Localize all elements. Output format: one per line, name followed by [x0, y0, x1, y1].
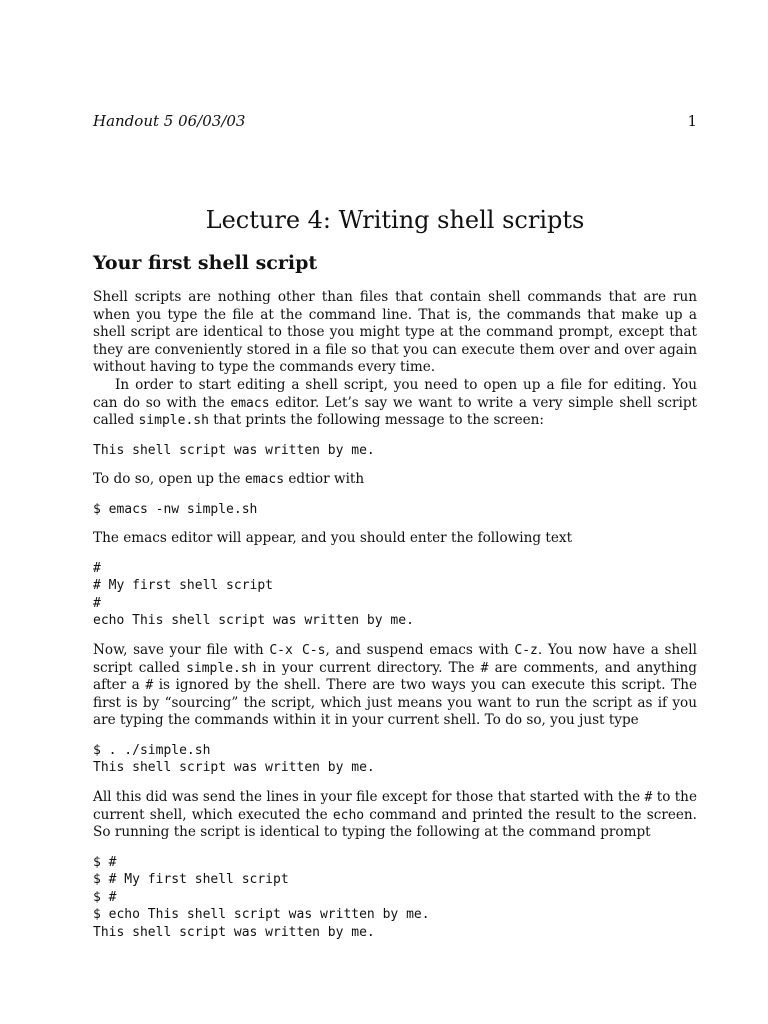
section-title: Your first shell script — [93, 252, 318, 274]
inline-code-filename: simple.sh — [186, 660, 257, 676]
paragraph-save-and-run: Now, save your file with C-x C-s, and suspend emacs with C-z. You now have a shell script called simple.sh in your current directory. The # are comments, and anything after a # is ignored by the shell. There are two ways you can execute this script. The first is by “sourcing” the script, which just means you want to run the script as if you are typing the commands within it in your current shell. To do so, you just type — [93, 641, 697, 729]
inline-code-emacs: emacs — [244, 472, 285, 488]
document-body — [93, 289, 697, 953]
inline-code-emacs: emacs — [230, 395, 270, 411]
page-number: 1 — [687, 112, 697, 130]
paragraph-explanation: All this did was send the lines in your file except for those that started with the # to the current shell, which executed the echo command and printed the result to the screen. So running the script is identical to typing the following at the command prompt — [93, 788, 697, 841]
paragraph-intro: Shell scripts are nothing other than files that contain shell commands that are run when you type the file at the command line. That is, the commands that make up a shell script are identical to those you might type at the command prompt, except that they are conveniently stored in a file so that you can execute them over and over again without having to type the commands every time. — [93, 289, 697, 376]
inline-code-hash: # — [145, 678, 154, 694]
inline-code-save-keys: C-x C-s — [269, 642, 326, 658]
inline-code-filename: simple.sh — [138, 413, 209, 429]
paragraph-editing: In order to start editing a shell script, you need to open up a file for editing. You can do so with the emacs editor. Let’s say we want to write a very simple shell script called simple.sh that prints the following message to the screen: — [93, 376, 698, 429]
code-block-prompt: $ # $ # My first shell script $ # $ echo This shell script was written by me. This shell script was written by me. — [93, 854, 430, 940]
inline-code-hash: # — [480, 660, 489, 676]
code-block-source: $ . ./simple.sh This shell script was written by me. — [93, 742, 375, 776]
handout-label: Handout 5 06/03/03 — [93, 112, 246, 130]
page-header — [93, 112, 697, 130]
code-block-message: This shell script was written by me. — [93, 442, 375, 458]
document-page — [93, 0, 697, 1024]
paragraph-open-emacs: To do so, open up the emacs edtior with — [93, 471, 365, 488]
inline-code-echo: echo — [332, 807, 365, 823]
lecture-title: Lecture 4: Writing shell scripts — [205, 206, 585, 234]
code-block-emacs-command: $ emacs -nw simple.sh — [93, 501, 258, 517]
inline-code-hash: # — [644, 789, 653, 805]
paragraph-editor-appears: The emacs editor will appear, and you should enter the following text — [93, 530, 573, 547]
code-block-script: # # My first shell script # echo This shell script was written by me. — [93, 560, 414, 629]
inline-code-suspend-key: C-z — [514, 642, 538, 658]
